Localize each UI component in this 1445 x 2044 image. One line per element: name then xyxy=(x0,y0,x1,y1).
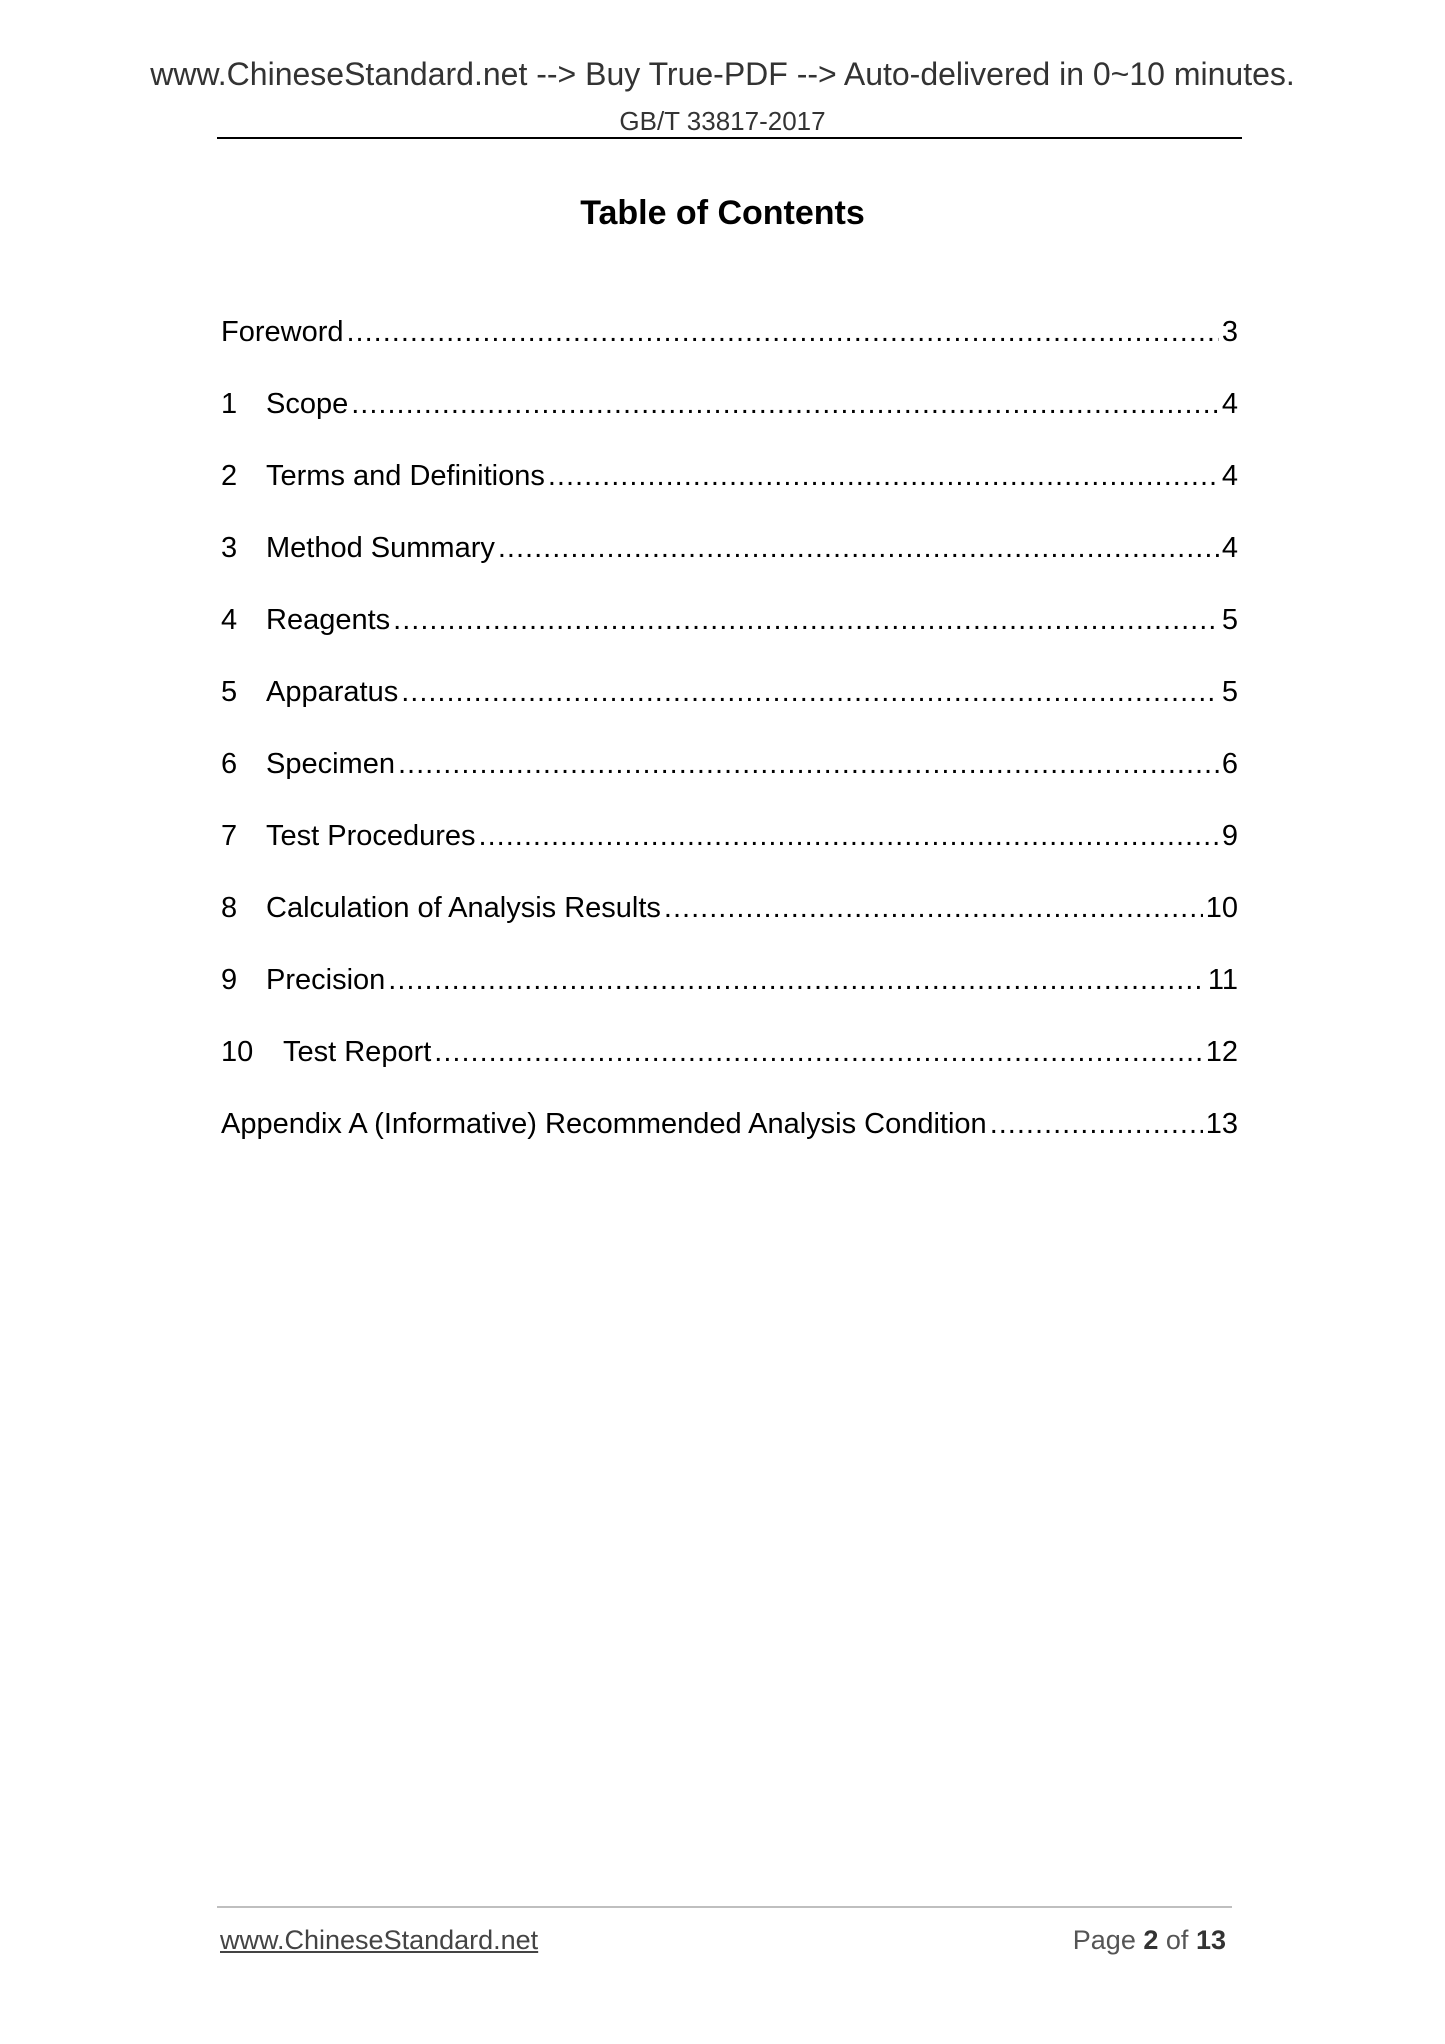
toc-entry-appendix-a[interactable] xyxy=(221,1104,1238,1144)
toc-leader-dots xyxy=(351,384,1219,424)
toc-title: Table of Contents xyxy=(580,194,865,232)
toc-entry-number: 8 xyxy=(221,892,238,924)
toc-entry-page: 5 xyxy=(1221,676,1238,708)
toc-entry-foreword[interactable] xyxy=(221,312,1238,352)
toc-leader-dots xyxy=(498,528,1219,568)
toc-entry-label: Scope xyxy=(266,388,349,420)
toc-entry-test-report[interactable] xyxy=(221,1032,1238,1072)
toc-leader-dots xyxy=(434,1032,1202,1072)
toc-entry-test-procedures[interactable] xyxy=(221,816,1238,856)
toc-entry-reagents[interactable] xyxy=(221,600,1238,640)
toc-entry-label: Calculation of Analysis Results xyxy=(266,892,661,924)
toc-entry-calculation[interactable] xyxy=(221,888,1238,928)
toc-leader-dots xyxy=(401,672,1219,712)
toc-entry-number: 2 xyxy=(221,460,238,492)
toc-entry-page: 9 xyxy=(1221,820,1238,852)
header-banner: www.ChineseStandard.net --> Buy True-PDF --> Auto-delivered in 0~10 minutes. xyxy=(150,56,1295,92)
toc-entry-label: Precision xyxy=(266,964,386,996)
toc-entry-label: Test Procedures xyxy=(266,820,476,852)
toc-entry-page: 4 xyxy=(1221,532,1238,564)
footer-site-link[interactable]: www.ChineseStandard.net xyxy=(220,1925,539,1955)
toc-entry-number: 3 xyxy=(221,532,238,564)
toc-entry-label: Appendix A (Informative) Recommended Analysis Condition xyxy=(221,1108,987,1140)
toc-entry-number: 9 xyxy=(221,964,238,996)
current-page-number: 2 xyxy=(1143,1925,1159,1955)
toc-entry-label: Reagents xyxy=(266,604,391,636)
toc-entry-label: Terms and Definitions xyxy=(266,460,545,492)
toc-leader-dots xyxy=(388,960,1205,1000)
toc-leader-dots xyxy=(548,456,1219,496)
toc-entry-label: Apparatus xyxy=(266,676,399,708)
toc-entry-page: 12 xyxy=(1205,1036,1238,1068)
page-indicator xyxy=(1073,1927,1226,1954)
toc-entry-label: Method Summary xyxy=(266,532,495,564)
toc-entry-number: 5 xyxy=(221,676,238,708)
toc-entry-number: 1 xyxy=(221,388,238,420)
toc-leader-dots xyxy=(347,312,1219,352)
toc-entry-page: 5 xyxy=(1221,604,1238,636)
toc-entry-page: 6 xyxy=(1221,748,1238,780)
toc-entry-page: 13 xyxy=(1205,1108,1238,1140)
toc-entry-number: 6 xyxy=(221,748,238,780)
toc-leader-dots xyxy=(990,1104,1203,1144)
toc-entry-apparatus[interactable] xyxy=(221,672,1238,712)
toc-entry-page: 4 xyxy=(1221,388,1238,420)
total-page-number: 13 xyxy=(1195,1925,1226,1955)
toc-entry-number: 4 xyxy=(221,604,238,636)
toc-entry-number: 10 xyxy=(221,1036,254,1068)
toc-entry-page: 3 xyxy=(1221,316,1238,348)
toc-entry-label: Test Report xyxy=(283,1036,432,1068)
toc-entry-page: 10 xyxy=(1205,892,1238,924)
toc-entry-scope[interactable] xyxy=(221,384,1238,424)
page-of-word: of xyxy=(1165,1925,1189,1955)
toc-entry-terms[interactable] xyxy=(221,456,1238,496)
footer-divider xyxy=(217,1906,1232,1908)
toc-leader-dots xyxy=(664,888,1203,928)
toc-leader-dots xyxy=(398,744,1219,784)
toc-entry-label: Foreword xyxy=(221,316,344,348)
toc-leader-dots xyxy=(479,816,1219,856)
header-divider xyxy=(217,137,1242,139)
toc-entry-method-summary[interactable] xyxy=(221,528,1238,568)
toc-entry-label: Specimen xyxy=(266,748,395,780)
toc-entry-specimen[interactable] xyxy=(221,744,1238,784)
toc-entry-precision[interactable] xyxy=(221,960,1238,1000)
toc-leader-dots xyxy=(393,600,1219,640)
toc-entry-page: 4 xyxy=(1221,460,1238,492)
document-code: GB/T 33817-2017 xyxy=(619,106,826,136)
page-word: Page xyxy=(1072,1925,1136,1955)
toc-entry-number: 7 xyxy=(221,820,238,852)
toc-entry-page: 11 xyxy=(1207,964,1238,996)
